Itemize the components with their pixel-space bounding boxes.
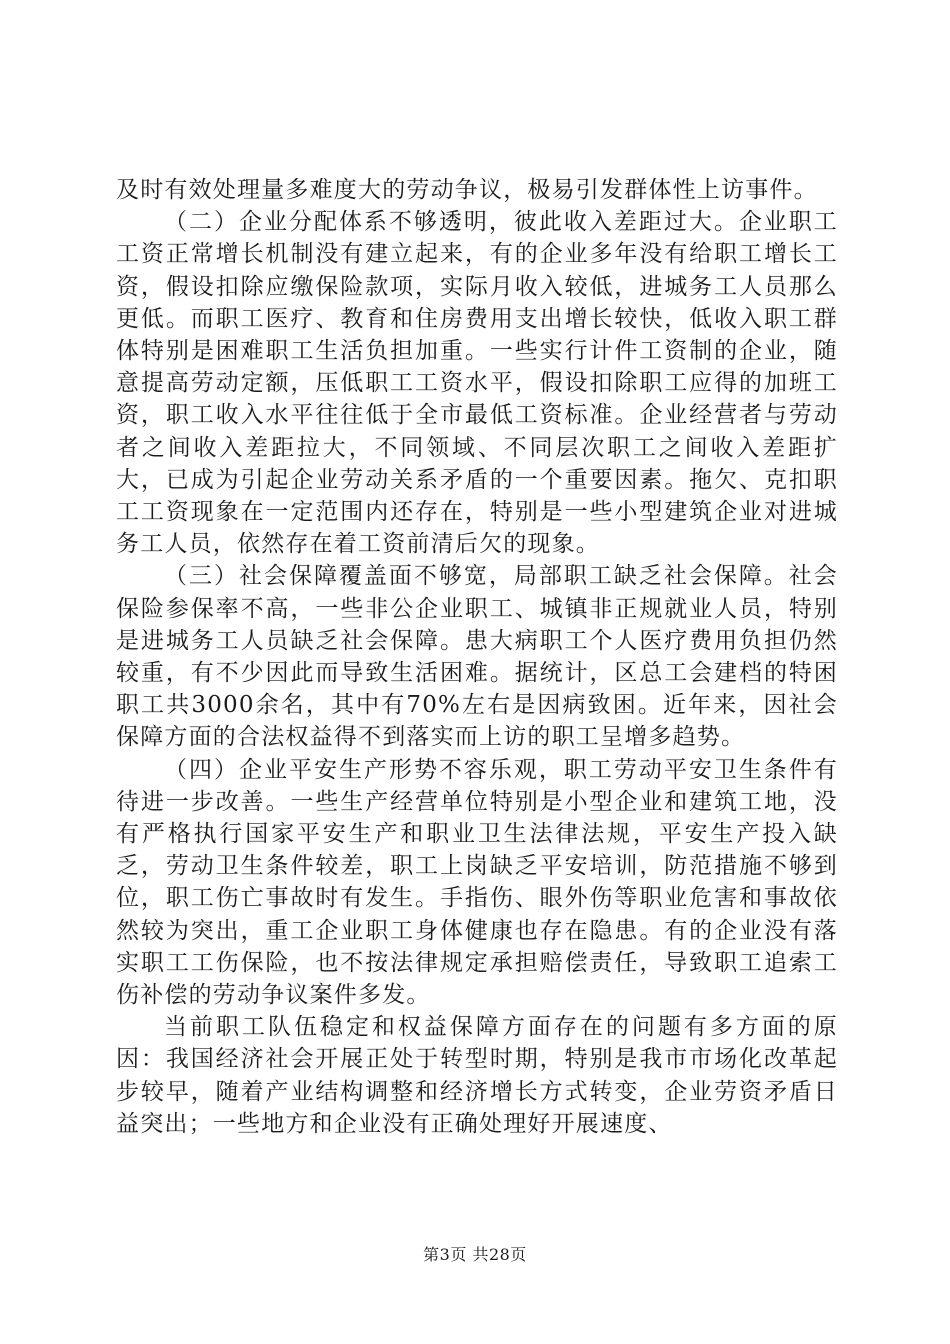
paragraph-section-3: （三）社会保障覆盖面不够宽，局部职工缺乏社会保障。社会保险参保率不高，一些非公企业职工、城镇非正规就业人员，特别是进城务工人员缺乏社会保障。患大病职工个人医疗费用负担仍然较重，有不少因此而导致生活困难。据统计，区总工会建档的特困职工共3000余名，其中有70%左右是因病致困。近年来，因社会保障方面的合法权益得不到落实而上访的职工呈增多趋势。: [116, 563, 838, 751]
paragraph-causes: 当前职工队伍稳定和权益保障方面存在的问题有多方面的原因：我国经济社会开展正处于转型时期，特别是我市市场化改革起步较早，随着产业结构调整和经济增长方式转变，企业劳资矛盾日益突出；一些地方和企业没有正确处理好开展速度、: [116, 1014, 838, 1137]
paragraph-section-2: （二）企业分配体系不够透明，彼此收入差距过大。企业职工工资正常增长机制没有建立起来，有的企业多年没有给职工增长工资，假设扣除应缴保险款项，实际月收入较低，进城务工人员那么更低。而职工医疗、教育和住房费用支出增长较快，低收入职工群体特别是困难职工生活负担加重。一些实行计件工资制的企业，随意提高劳动定额，压低职工工资水平，假设扣除职工应得的加班工资，职工收入水平往往低于全市最低工资标准。企业经营者与劳动者之间收入差距拉大，不同领域、不同层次职工之间收入差距扩大，已成为引起企业劳动关系矛盾的一个重要因素。拖欠、克扣职工工资现象在一定范围内还存在，特别是一些小型建筑企业对进城务工人员，依然存在着工资前清后欠的现象。: [116, 209, 838, 558]
document-body: [116, 174, 838, 1140]
page-number-footer: 第3页 共28页: [423, 1245, 527, 1264]
paragraph-section-4: （四）企业平安生产形势不容乐观，职工劳动平安卫生条件有待进一步改善。一些生产经营单位特别是小型企业和建筑工地，没有严格执行国家平安生产和职业卫生法律法规，平安生产投入缺乏，劳动卫生条件较差，职工上岗缺乏平安培训，防范措施不够到位，职工伤亡事故时有发生。手指伤、眼外伤等职业危害和事故依然较为突出，重工企业职工身体健康也存在隐患。有的企业没有落实职工工伤保险，也不按法律规定承担赔偿责任，导致职工追索工伤补偿的劳动争议案件多发。: [116, 756, 838, 1009]
paragraph-continuation: 及时有效处理量多难度大的劳动争议，极易引发群体性上访事件。: [116, 177, 818, 203]
